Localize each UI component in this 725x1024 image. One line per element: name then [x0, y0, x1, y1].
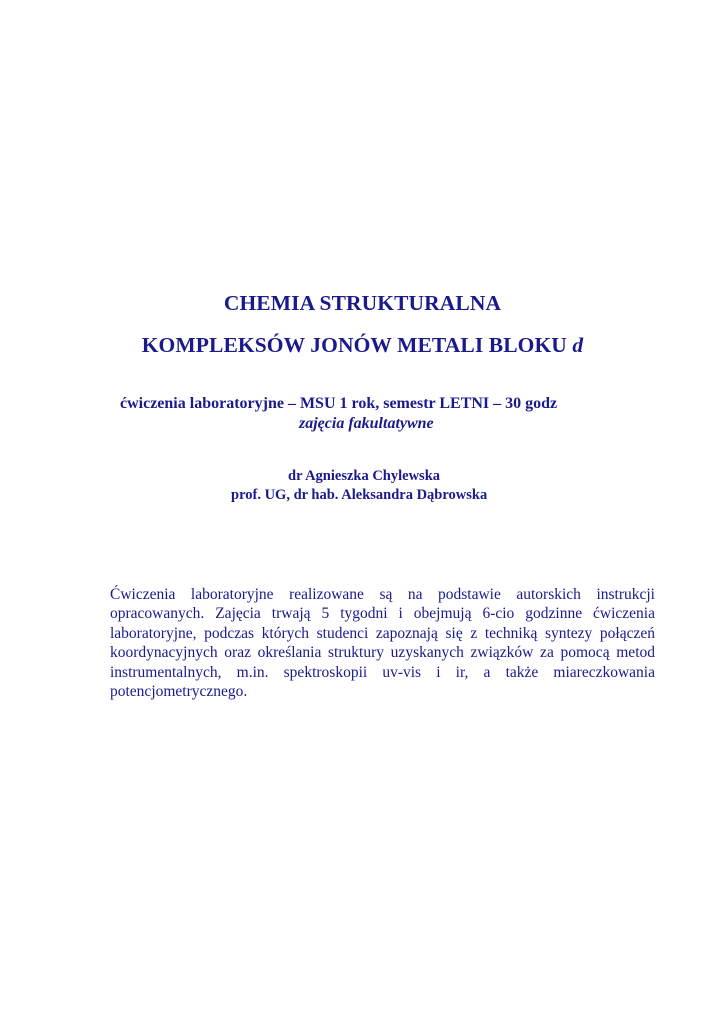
course-type: zajęcia fakultatywne — [299, 415, 434, 432]
course-info: ćwiczenia laboratoryjne – MSU 1 rok, semestr LETNI – 30 godz — [120, 395, 558, 412]
title-line-2-italic: d — [572, 333, 584, 357]
title-line-2-main: KOMPLEKSÓW JONÓW METALI BLOKU — [141, 333, 573, 357]
course-description: Ćwiczenia laboratoryjne realizowane są na podstawie autorskich instrukcji opracowanych. Zajęcia trwają 5 tygodni i obejmują 6-cio godzinne ćwiczenia laboratoryjne, podczas których studenci zapoznają się z techniką syntezy połączeń koordynacyjnych oraz określania struktury uzyskanych związków za pomocą metod instrumentalnych, m.in. spektroskopii uv-vis i ir, a także miareczkowania potencjometrycznego. — [110, 586, 655, 701]
document-title-line-1: CHEMIA STRUKTURALNA — [223, 291, 502, 315]
author-name: dr Agnieszka Chylewska — [288, 468, 441, 484]
document-title-line-2 — [0, 333, 725, 358]
author-name: prof. UG, dr hab. Aleksandra Dąbrowska — [231, 487, 488, 503]
